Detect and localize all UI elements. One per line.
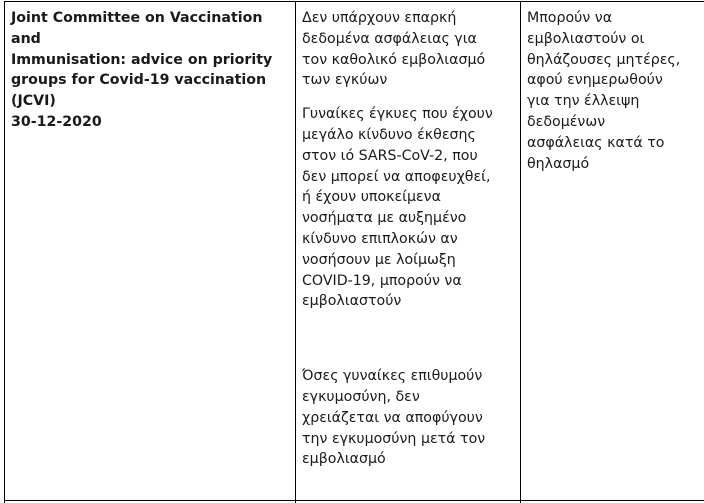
text-line: εγκυμοσύνη, δεν [302,388,420,405]
text-line: μεγάλο κίνδυνο έκθεσης [302,126,476,143]
text-line: δεδομένα ασφάλειας για [302,30,477,47]
text-line: Μπορούν να [527,10,613,26]
pregnancy-paragraph-1 [302,8,514,91]
text-line: Δεν υπάρχουν επαρκή [302,10,457,26]
pregnancy-paragraph-2 [302,104,514,312]
text-line: εμβολιαστούν [302,293,402,310]
text-line: ή έχουν υποκείμενα [302,189,441,206]
text-line: θηλασμό [527,155,590,172]
guidance-table [4,1,704,503]
text-line: κίνδυνο επιπλοκών αν [302,230,458,247]
source-title [11,8,289,133]
paragraph-spacer [302,91,514,104]
text-line: COVID-19, μπορούν να [302,272,462,289]
table-row [5,2,704,501]
text-line: ασφάλειας κατά το [527,134,665,151]
text-line: νοσήματα με αυξημένο [302,210,467,227]
text-line: Γυναίκες έγκυες που έχουν [302,106,493,123]
text-line: των εγκύων [302,72,388,89]
text-line: εμβολιασμό [302,451,386,468]
source-title-line: (JCVI) [11,93,56,110]
source-cell [5,2,296,501]
text-line: Όσες γυναίκες επιθυμούν [302,368,483,385]
text-line: εμβολιαστούν οι [527,30,645,47]
text-line: για την έλλειψη [527,93,640,110]
text-line: νοσήσουν με λοίμωξη [302,251,456,268]
text-line: χρειάζεται να αποφύγουν [302,409,483,426]
text-line: την εγκυμοσύνη μετά τον [302,430,486,447]
pregnancy-cell [296,2,521,501]
text-line: δεδομένων [527,113,606,130]
text-line: δεν μπορεί να αποφευχθεί, [302,168,491,185]
source-title-line: Joint Committee on Vaccination and [11,10,263,47]
source-title-line: Immunisation: advice on priority [11,51,273,68]
pregnancy-paragraph-3 [302,366,514,470]
text-line: θηλάζουσες μητέρες, [527,51,681,68]
text-line: στον ιό SARS-CoV-2, που [302,147,478,164]
source-date: 30-12-2020 [11,113,102,130]
source-title-line: groups for Covid-19 vaccination [11,72,267,89]
text-line: τον καθολικό εμβολιασμό [302,51,486,68]
paragraph-spacer [302,312,514,366]
breastfeeding-cell [521,2,704,501]
text-line: αφού ενημερωθούν [527,72,663,89]
